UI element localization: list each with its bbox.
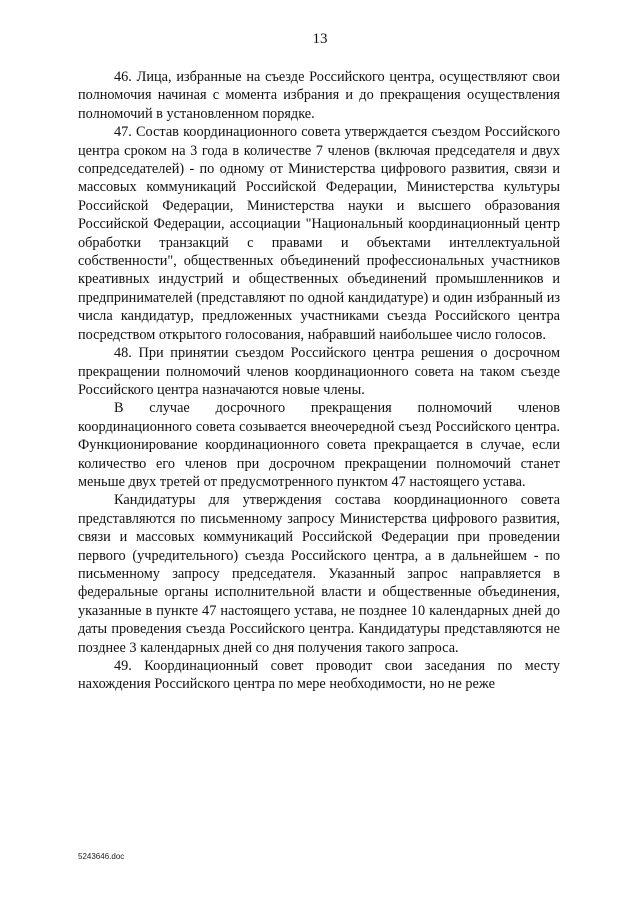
- paragraph-48: 48. При принятии съездом Российского центра решения о досрочном прекращении полномочий членов координационного совета на таком съезде Российского центра назначаются новые члены.: [78, 345, 560, 398]
- paragraph-early-termination: В случае досрочного прекращения полномочий членов координационного совета созывается внеочередной съезд Российского центра. Функционирование координационного совета прекращается в случае, если количество его членов при досрочном прекращении полномочий станет меньше двух третей от предусмотренного пунктом 47 настоящего устава.: [78, 400, 560, 490]
- file-name-footer: 5243646.doc: [78, 852, 125, 861]
- paragraph-47: 47. Состав координационного совета утверждается съездом Российского центра сроком на 3 года в количестве 7 членов (включая председателя и двух сопредседателей) - по одному от Министерства цифрового развития, связи и массовых коммуникаций Российской Федерации, Министерства культуры Российской Федерации, Министерства науки и высшего образования Российской Федерации, ассоциации "Национальный координационный центр обработки транзакций с правами и объектами интеллектуальной собственности", общественных объединений профессиональных участников креативных индустрий и общественных объединений промышленников и предпринимателей (представляют по одной кандидатуре) и один избранный из числа кандидатур, предложенных участниками съезда Российского центра посредством открытого голосования, набравший наибольшее число голосов.: [78, 124, 560, 343]
- paragraph-46: 46. Лица, избранные на съезде Российского центра, осуществляют свои полномочия начиная с момента избрания и до прекращения осуществления полномочий в установленном порядке.: [78, 69, 560, 122]
- document-body: [78, 68, 560, 694]
- paragraph-candidates: Кандидатуры для утверждения состава координационного совета представляются по письменному запросу Министерства цифрового развития, связи и массовых коммуникаций Российской Федерации при проведении первого (учредительного) съезда Российского центра, а в дальнейшем - по письменному запросу председателя. Указанный запрос направляется в федеральные органы исполнительной власти и общественные объединения, указанные в пункте 47 настоящего устава, не позднее 10 календарных дней до даты проведения съезда Российского центра. Кандидатуры представляются не позднее 3 календарных дней со дня получения такого запроса.: [78, 492, 560, 656]
- paragraph-49: 49. Координационный совет проводит свои заседания по месту нахождения Российского центра по мере необходимости, но не реже: [78, 658, 560, 693]
- page-number: 13: [312, 31, 328, 47]
